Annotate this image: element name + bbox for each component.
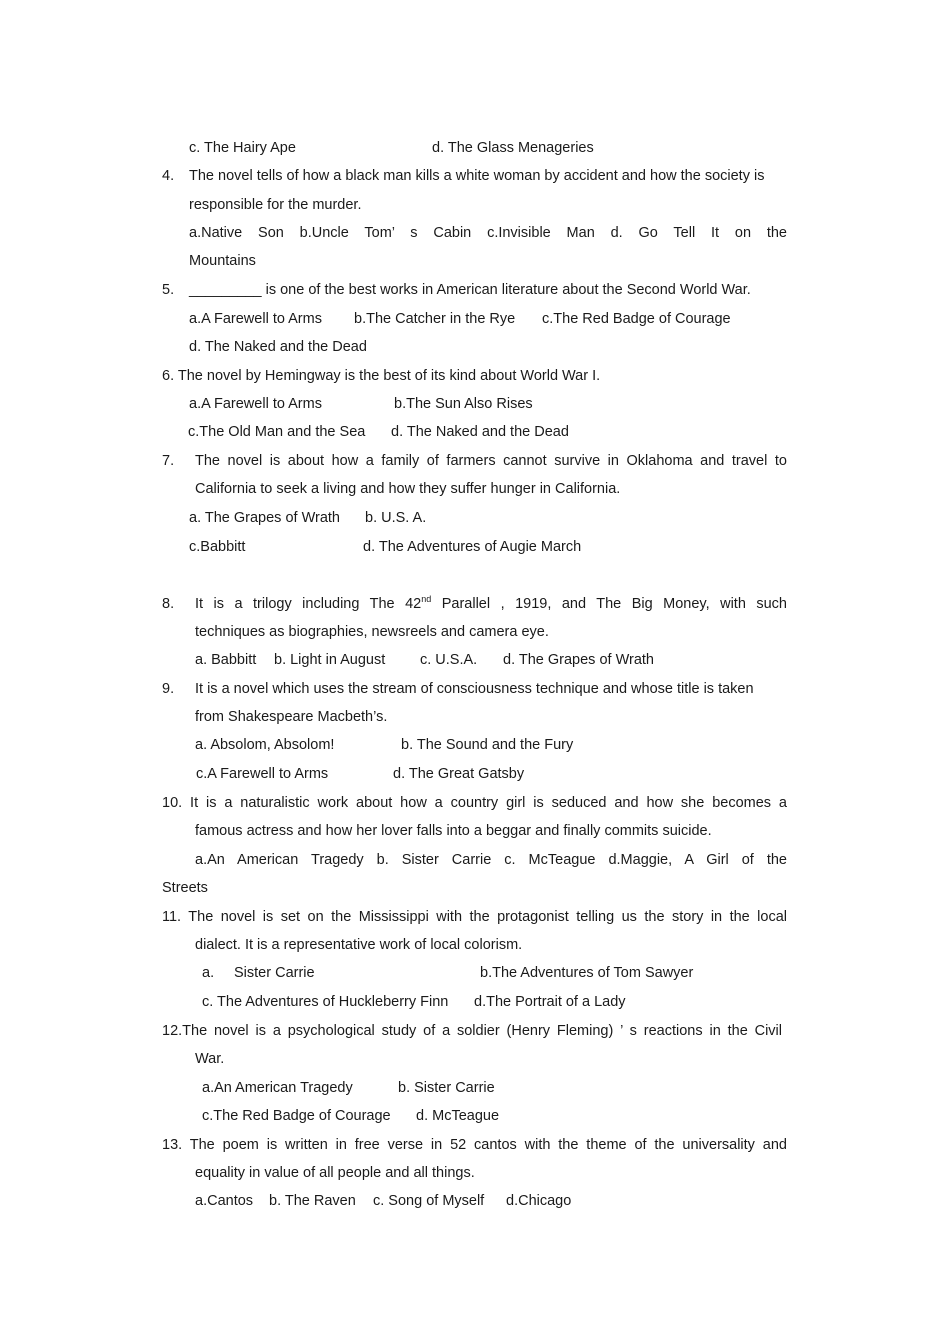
q7-number: 7. bbox=[162, 453, 175, 469]
q6-option-b: b.The Sun Also Rises bbox=[394, 396, 533, 412]
q9-option-b: b. The Sound and the Fury bbox=[401, 737, 574, 753]
q13-option-b: b. The Raven bbox=[269, 1193, 356, 1209]
q7-question-line2: California to seek a living and how they suffer hunger in California. bbox=[195, 481, 621, 497]
q11-question-line2: dialect. It is a representative work of local colorism. bbox=[195, 937, 523, 953]
q8-line1-pre: It is a trilogy including The 42 bbox=[195, 596, 422, 612]
q6-option-a: a.A Farewell to Arms bbox=[189, 396, 322, 412]
q8-option-a: a. Babbitt bbox=[195, 652, 257, 668]
q12-option-a: a.An American Tragedy bbox=[202, 1080, 353, 1096]
q7-question-line1: The novel is about how a family of farmers cannot survive in Oklahoma and travel to bbox=[195, 453, 787, 469]
q11-option-c: c. The Adventures of Huckleberry Finn bbox=[202, 994, 449, 1010]
q12-option-d: d. McTeague bbox=[416, 1108, 500, 1124]
q13-option-c: c. Song of Myself bbox=[373, 1193, 485, 1209]
q8-line1-post: Parallel , 1919, and The Big Money, with such bbox=[431, 596, 787, 612]
q11-question-line1: 11. The novel is set on the Mississippi with the protagonist telling us the story in the local bbox=[162, 909, 787, 925]
q8-question-line2: techniques as biographies, newsreels and camera eye. bbox=[195, 624, 549, 640]
q7-option-c: c.Babbitt bbox=[189, 539, 246, 555]
q5-number: 5. bbox=[162, 282, 175, 298]
q11-option-b: b.The Adventures of Tom Sawyer bbox=[480, 965, 694, 981]
q5-option-a: a.A Farewell to Arms bbox=[189, 311, 322, 327]
q9-option-d: d. The Great Gatsby bbox=[393, 766, 525, 782]
q12-option-b: b. Sister Carrie bbox=[398, 1080, 495, 1096]
q9-option-a: a. Absolom, Absolom! bbox=[195, 737, 335, 753]
q12-question-line2: War. bbox=[195, 1051, 225, 1067]
q5-option-c: c.The Red Badge of Courage bbox=[542, 311, 731, 327]
q12-question-line1: 12.The novel is a psychological study of a soldier (Henry Fleming) ’ s reactions in the Civil bbox=[162, 1023, 782, 1039]
q4-question-line2: responsible for the murder. bbox=[189, 197, 362, 213]
q4-number: 4. bbox=[162, 168, 175, 184]
q4-options-continued: Mountains bbox=[189, 253, 256, 269]
q5-option-b: b.The Catcher in the Rye bbox=[354, 311, 516, 327]
q6-question-line1: 6. The novel by Hemingway is the best of its kind about World War I. bbox=[162, 368, 601, 384]
q10-question-line1: 10. It is a naturalistic work about how a country girl is seduced and how she becomes a bbox=[162, 795, 787, 811]
q10-options-continued: Streets bbox=[162, 880, 208, 896]
q7-option-b: b. U.S. A. bbox=[365, 510, 427, 526]
q5-option-d: d. The Naked and the Dead bbox=[189, 339, 367, 355]
q3-option-c: c. The Hairy Ape bbox=[189, 140, 296, 156]
q11-option-d: d.The Portrait of a Lady bbox=[474, 994, 626, 1010]
q13-question-line1: 13. The poem is written in free verse in 52 cantos with the theme of the universality and bbox=[162, 1137, 787, 1153]
q8-option-c: c. U.S.A. bbox=[420, 652, 478, 668]
q9-option-c: c.A Farewell to Arms bbox=[196, 766, 329, 782]
q6-option-c: c.The Old Man and the Sea bbox=[188, 424, 366, 440]
q8-number: 8. bbox=[162, 596, 175, 612]
q8-line1-superscript: nd bbox=[421, 594, 432, 604]
q13-question-line2: equality in value of all people and all things. bbox=[195, 1165, 475, 1181]
q8-option-d: d. The Grapes of Wrath bbox=[503, 652, 654, 668]
q4-question-line1: The novel tells of how a black man kills a white woman by accident and how the society is bbox=[189, 168, 765, 184]
q6-option-d: d. The Naked and the Dead bbox=[391, 424, 569, 440]
q13-option-d: d.Chicago bbox=[506, 1193, 572, 1209]
q13-option-a: a.Cantos bbox=[195, 1193, 254, 1209]
q10-options: a.An American Tragedy b. Sister Carrie c. McTeague d.Maggie, A Girl of the bbox=[195, 852, 787, 868]
q11-option-a-label: a. bbox=[202, 965, 215, 981]
q8-option-b: b. Light in August bbox=[274, 652, 386, 668]
q7-option-d: d. The Adventures of Augie March bbox=[363, 539, 582, 555]
q3-option-d: d. The Glass Menageries bbox=[432, 140, 594, 156]
q10-question-line2: famous actress and how her lover falls into a beggar and finally commits suicide. bbox=[195, 823, 712, 839]
q12-option-c: c.The Red Badge of Courage bbox=[202, 1108, 391, 1124]
q9-question-line2: from Shakespeare Macbeth’s. bbox=[195, 709, 388, 725]
q11-option-a: Sister Carrie bbox=[234, 965, 315, 981]
q9-number: 9. bbox=[162, 681, 175, 697]
q4-options: a.Native Son b.Uncle Tom’ s Cabin c.Invisible Man d. Go Tell It on the bbox=[189, 225, 787, 241]
q5-question-line1: _________ is one of the best works in American literature about the Second World War. bbox=[189, 282, 751, 298]
q9-question-line1: It is a novel which uses the stream of consciousness technique and whose title is taken bbox=[195, 681, 754, 697]
q7-option-a: a. The Grapes of Wrath bbox=[189, 510, 340, 526]
